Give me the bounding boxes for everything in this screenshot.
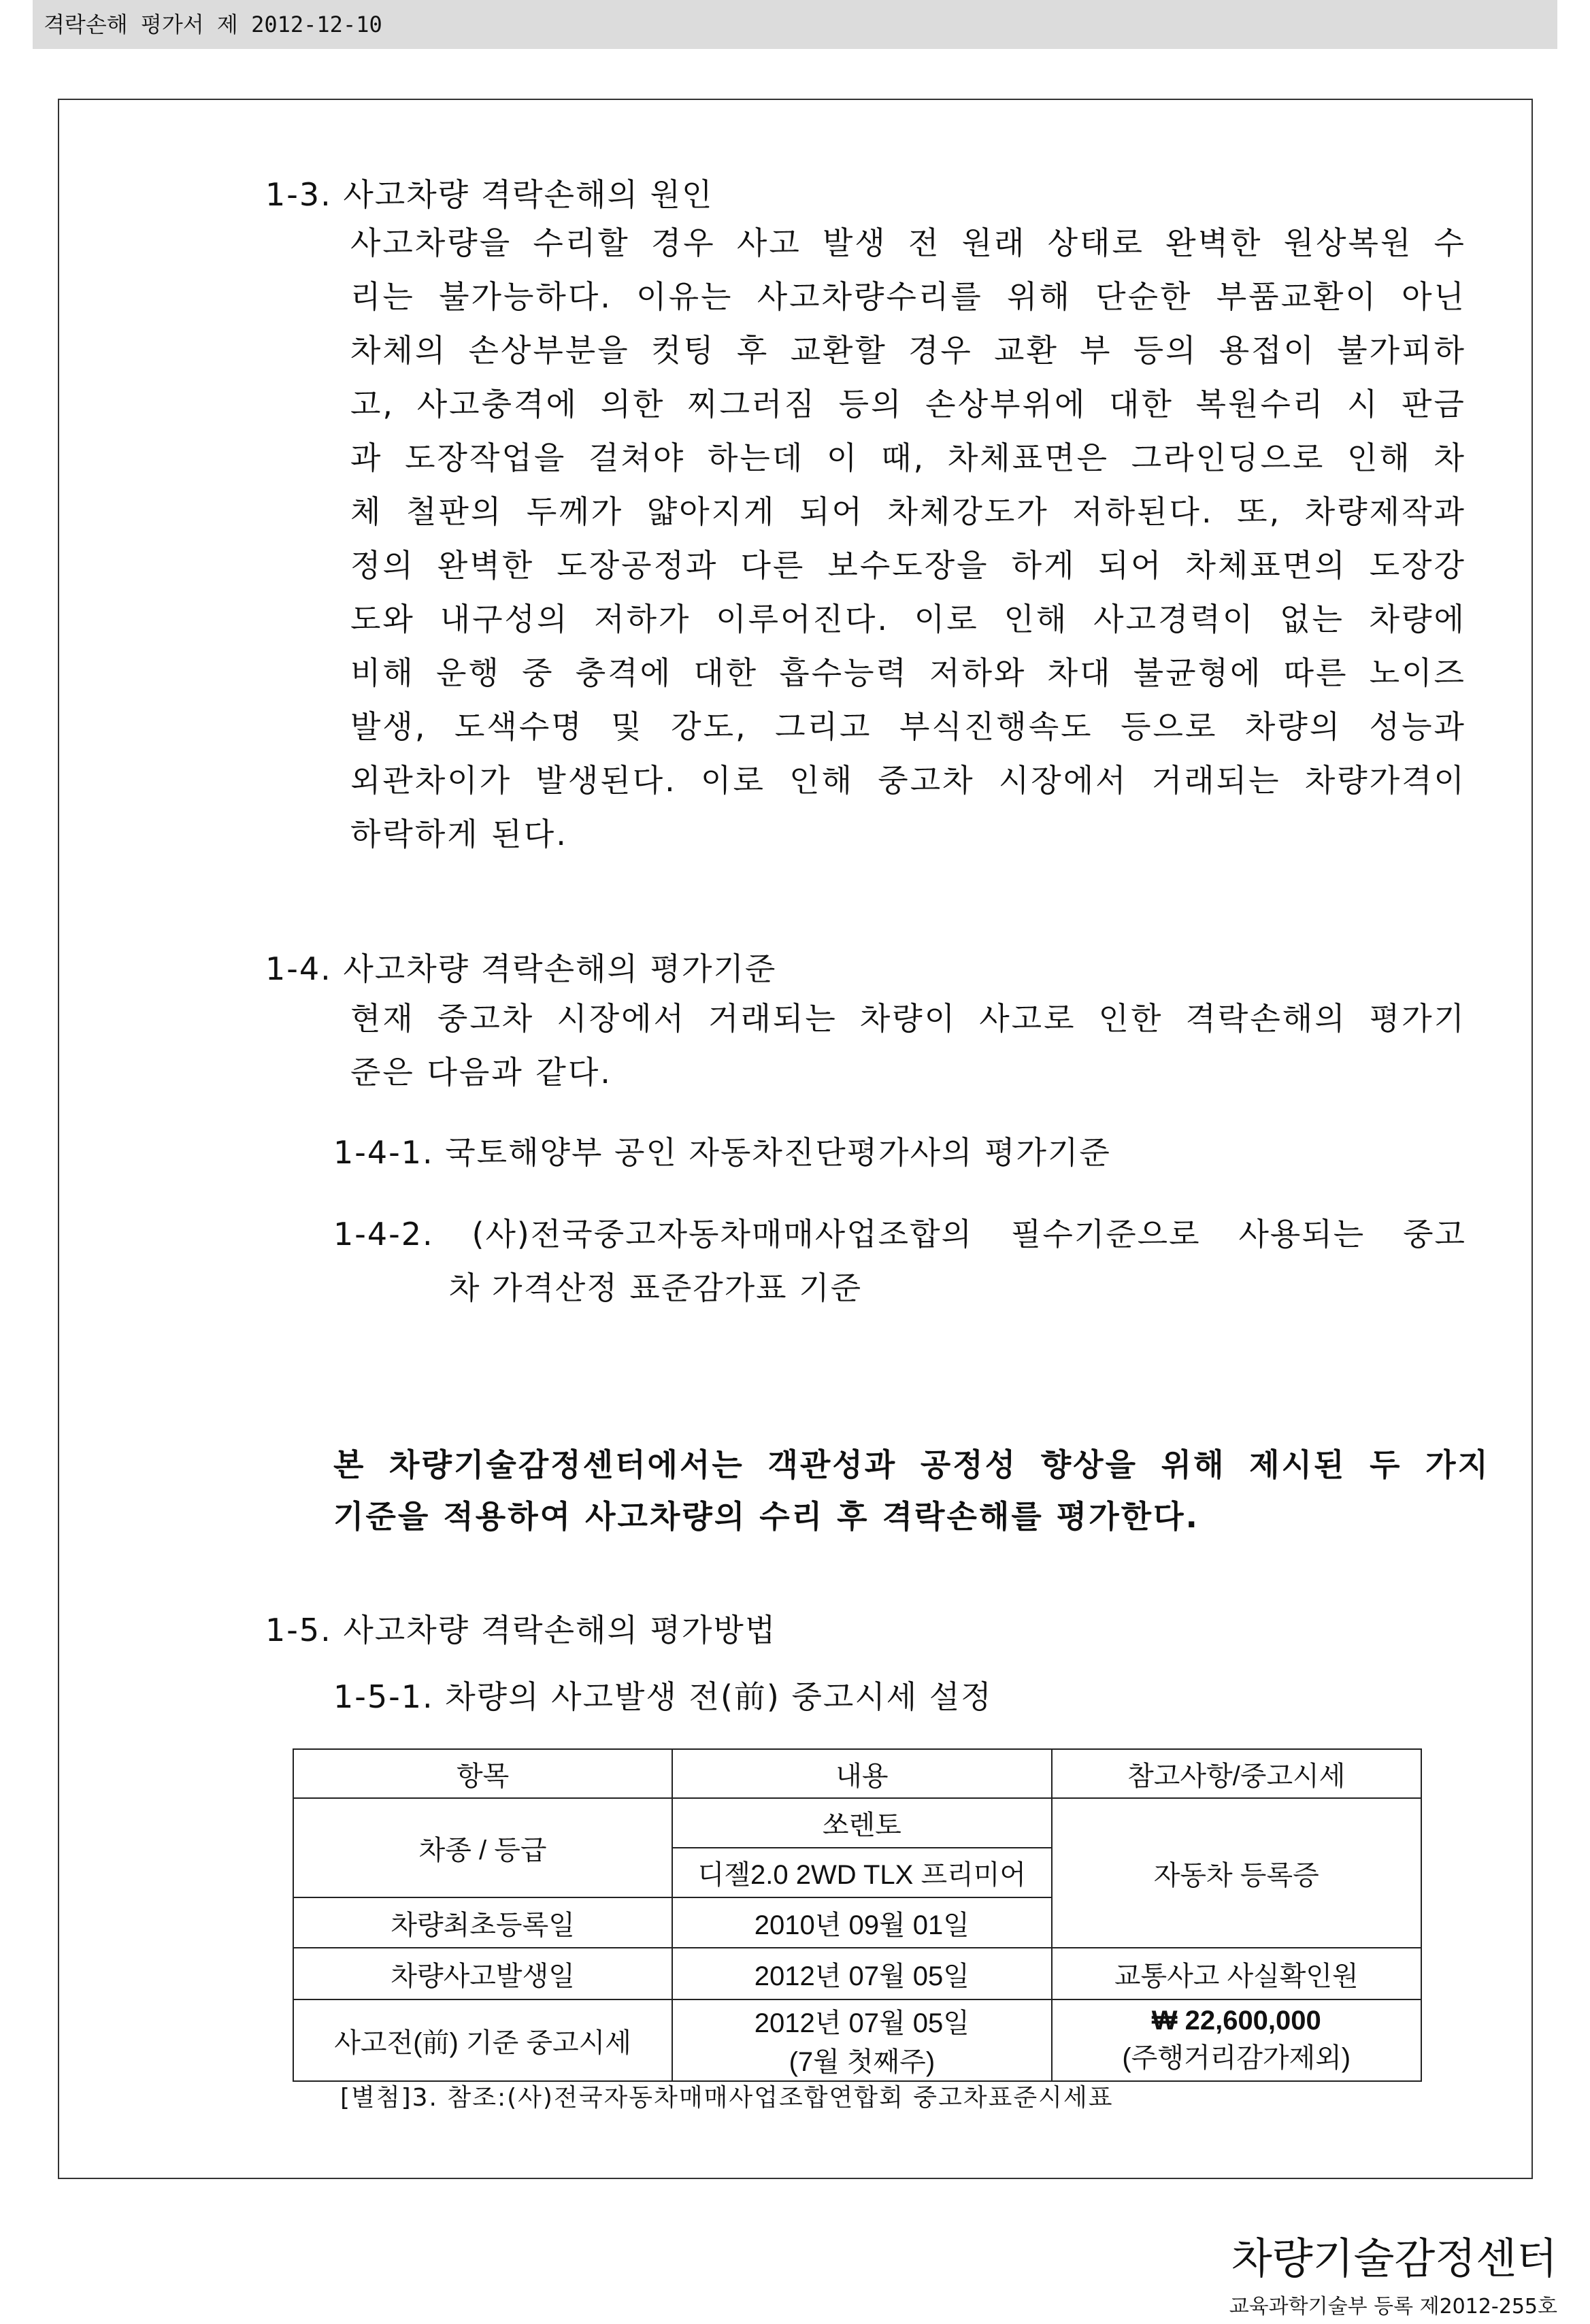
paragraph-line: 준은 다음과 같다. <box>350 1054 612 1091</box>
paragraph-line: 정의 완벽한 도장공정과 다른 보수도장을 하게 되어 차체표면의 도장강 <box>350 547 1466 584</box>
vehicle-info-table <box>293 1748 1422 2082</box>
table-cell: 쏘렌토 <box>672 1798 1051 1848</box>
document-header: 격락손해 평가서 제 2012-12-10 <box>33 0 1557 49</box>
table-cell: 교통사고 사실확인원 <box>1052 1948 1422 1999</box>
price-week: (7월 첫째주) <box>789 2047 935 2077</box>
table-cell: 차량사고발생일 <box>293 1948 672 1999</box>
table-cell: 차량최초등록일 <box>293 1897 672 1948</box>
paragraph-line: 사고차량을 수리할 경우 사고 발생 전 원래 상태로 완벽한 원상복원 수 <box>350 225 1466 261</box>
paragraph-line: 리는 불가능하다. 이유는 사고차량수리를 위해 단순한 부품교환이 아닌 <box>350 278 1466 315</box>
center-name: 차량기술감정센터 <box>1231 2234 1557 2283</box>
price-amount: ₩ 22,600,000 <box>1151 2006 1321 2036</box>
price-note: (주행거리감가제외) <box>1122 2043 1351 2073</box>
paragraph-line: 발생, 도색수명 및 강도, 그리고 부식진행속도 등으로 차량의 성능과 <box>350 708 1466 745</box>
subsection-heading-1-5-1: 1-5-1. 차량의 사고발생 전(前) 중고시세 설정 <box>333 1678 993 1715</box>
column-header: 참고사항/중고시세 <box>1052 1749 1422 1798</box>
price-date: 2012년 07월 05일 <box>754 2008 970 2038</box>
table-cell: 차종 / 등급 <box>293 1798 672 1897</box>
note-line: 본 차량기술감정센터에서는 객관성과 공정성 향상을 위해 제시된 두 가지 <box>333 1446 1490 1483</box>
table-cell: 2010년 09월 01일 <box>672 1897 1051 1948</box>
note-line: 기준을 적용하여 사고차량의 수리 후 격락손해를 평가한다. <box>333 1498 1200 1535</box>
criteria-item-2: 1-4-2. (사)전국중고자동차매매사업조합의 필수기준으로 사용되는 중고 <box>333 1216 1466 1252</box>
paragraph-line: 비해 운행 중 충격에 대한 흡수능력 저하와 차대 불균형에 따른 노이즈 <box>350 654 1466 691</box>
column-header: 내용 <box>672 1749 1051 1798</box>
paragraph-line: 과 도장작업을 걸쳐야 하는데 이 때, 차체표면은 그라인딩으로 인해 차 <box>350 439 1466 476</box>
paragraph-line: 체 철판의 두께가 얇아지게 되어 차체강도가 저하된다. 또, 차량제작과 <box>350 493 1466 530</box>
section-1-3-body <box>350 216 1466 861</box>
registration-number: 교육과학기술부 등록 제2012-255호 <box>1229 2295 1557 2319</box>
section-1-4-body <box>350 992 1466 1099</box>
table-row <box>293 1999 1421 2081</box>
paragraph-line: 하락하게 된다. <box>350 816 568 852</box>
paragraph-line: 현재 중고차 시장에서 거래되는 차량이 사고로 인한 격락손해의 평가기 <box>350 1000 1466 1037</box>
paragraph-line: 고, 사고충격에 의한 찌그러짐 등의 손상부위에 대한 복원수리 시 판금 <box>350 386 1466 422</box>
section-heading-1-3: 1-3. 사고차량 격락손해의 원인 <box>265 176 714 213</box>
paragraph-line: 도와 내구성의 저하가 이루어진다. 이로 인해 사고경력이 없는 차량에 <box>350 601 1466 637</box>
paragraph-line: 차체의 손상부분을 컷팅 후 교환할 경우 교환 부 등의 용접이 불가피하 <box>350 332 1466 369</box>
table-cell: 자동차 등록증 <box>1052 1798 1422 1948</box>
evaluation-note <box>333 1439 1490 1542</box>
section-heading-1-4: 1-4. 사고차량 격락손해의 평가기준 <box>265 950 777 987</box>
paragraph-line: 외관차이가 발생된다. 이로 인해 중고차 시장에서 거래되는 차량가격이 <box>350 762 1466 799</box>
footnote: [별첨]3. 참조:(사)전국자동차매매사업조합연합회 중고차표준시세표 <box>340 2084 1114 2112</box>
table-cell: 디젤2.0 2WD TLX 프리미어 <box>672 1848 1051 1897</box>
criteria-item-1: 1-4-1. 국토해양부 공인 자동차진단평가사의 평가기준 <box>333 1134 1111 1171</box>
table-cell: 2012년 07월 05일 <box>672 1948 1051 1999</box>
table-header-row <box>293 1749 1421 1798</box>
section-heading-1-5: 1-5. 사고차량 격락손해의 평가방법 <box>265 1612 777 1648</box>
criteria-item-2-continued: 차 가격산정 표준감가표 기준 <box>449 1269 863 1306</box>
table-row <box>293 1948 1421 1999</box>
table-cell: 사고전(前) 기준 중고시세 <box>293 1999 672 2081</box>
table-cell <box>672 1999 1051 2081</box>
table-cell <box>1052 1999 1422 2081</box>
table-row <box>293 1798 1421 1848</box>
column-header: 항목 <box>293 1749 672 1798</box>
